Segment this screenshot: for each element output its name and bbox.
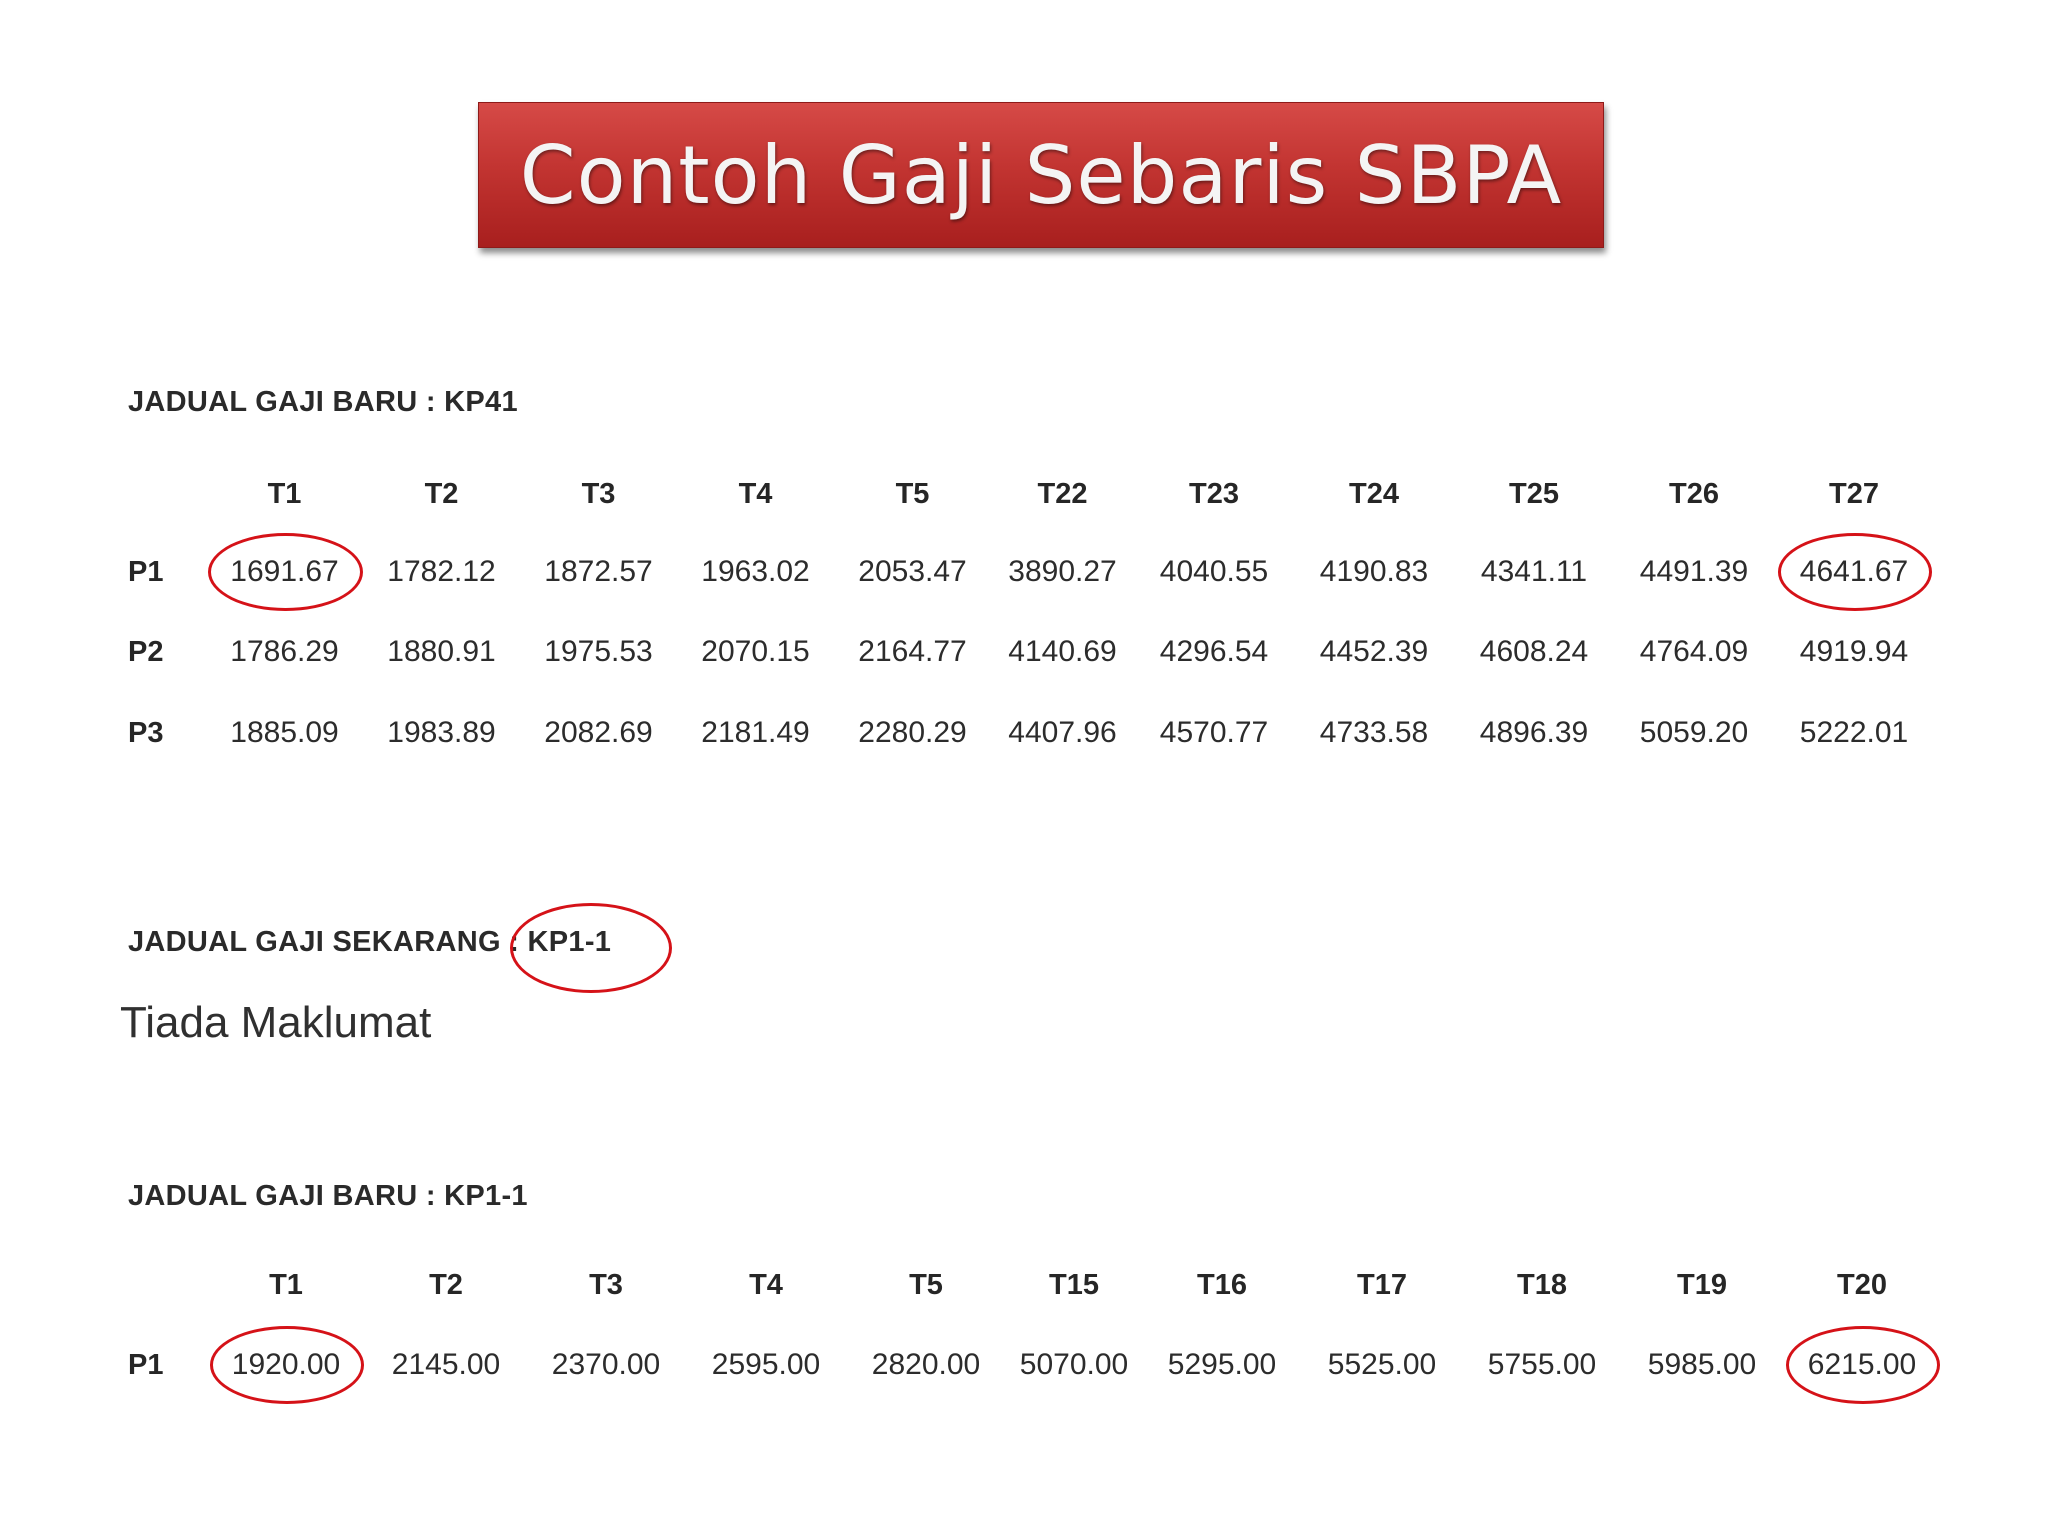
- salary-cell: 4452.39: [1319, 635, 1429, 668]
- no-info-message: Tiada Maklumat: [120, 998, 432, 1047]
- circled-value: 1691.67: [230, 555, 339, 588]
- salary-cell: 2181.49: [701, 716, 810, 749]
- column-header: T26: [1669, 477, 1719, 510]
- column-header: T17: [1357, 1268, 1407, 1301]
- salary-cell: 4190.83: [1319, 555, 1429, 588]
- circled-value: 4641.67: [1799, 555, 1909, 588]
- salary-cell: 1786.29: [230, 635, 339, 668]
- table-row: [128, 532, 1934, 612]
- salary-cell: 2164.77: [858, 635, 967, 668]
- salary-cell: 4491.39: [1639, 555, 1749, 588]
- column-header: T3: [581, 477, 616, 510]
- salary-cell: 4296.54: [1159, 635, 1269, 668]
- heading-kp41: JADUAL GAJI BARU : KP41: [128, 386, 518, 418]
- salary-cell: 1880.91: [387, 635, 496, 668]
- corner-cell: [128, 1246, 206, 1324]
- salary-cell: 5295.00: [1167, 1348, 1277, 1381]
- salary-cell: 2053.47: [858, 555, 967, 588]
- salary-cell: 4407.96: [1008, 716, 1117, 749]
- row-label: P1: [128, 555, 164, 588]
- salary-cell: 2595.00: [711, 1348, 821, 1381]
- salary-cell: 4140.69: [1008, 635, 1117, 668]
- column-header: T15: [1049, 1268, 1099, 1301]
- salary-cell: 2370.00: [551, 1348, 661, 1381]
- column-header: T25: [1509, 477, 1559, 510]
- column-header: T2: [429, 1268, 463, 1301]
- column-header: T22: [1037, 477, 1088, 510]
- table-row: [128, 692, 1934, 774]
- salary-cell: 4608.24: [1479, 635, 1589, 668]
- column-header: T1: [269, 1268, 303, 1301]
- table-row: [128, 1324, 1942, 1406]
- corner-cell: [128, 456, 206, 532]
- salary-cell: 1963.02: [701, 555, 810, 588]
- column-header: T1: [267, 477, 302, 510]
- table-header-row: [128, 456, 1934, 532]
- column-header: T4: [738, 477, 773, 510]
- column-header: T4: [749, 1268, 783, 1301]
- page-title: Contoh Gaji Sebaris SBPA: [519, 128, 1563, 222]
- salary-cell: 4570.77: [1159, 716, 1269, 749]
- column-header: T23: [1189, 477, 1239, 510]
- circled-value: 1920.00: [231, 1348, 341, 1381]
- row-label: P3: [128, 716, 164, 749]
- salary-cell: 1872.57: [544, 555, 653, 588]
- salary-cell: 1975.53: [544, 635, 653, 668]
- salary-cell-highlighted: [1774, 532, 1934, 612]
- salary-cell: 4341.11: [1480, 555, 1588, 588]
- heading-current-schedule: JADUAL GAJI SEKARANG : KP1-1: [128, 926, 612, 958]
- salary-table-kp1-1: [128, 1246, 1942, 1406]
- salary-cell: 4764.09: [1639, 635, 1749, 668]
- column-header: T18: [1517, 1268, 1567, 1301]
- salary-cell: 2145.00: [391, 1348, 501, 1381]
- table-row: [128, 612, 1934, 692]
- salary-cell: 1782.12: [387, 555, 496, 588]
- salary-cell: 5222.01: [1799, 716, 1909, 749]
- column-header: T24: [1349, 477, 1399, 510]
- column-header: T5: [909, 1268, 943, 1301]
- salary-cell: 3890.27: [1008, 555, 1117, 588]
- salary-cell: 4733.58: [1319, 716, 1429, 749]
- salary-cell: 5755.00: [1487, 1348, 1597, 1381]
- salary-cell: 4919.94: [1799, 635, 1909, 668]
- salary-table-kp41: [128, 456, 1934, 774]
- salary-cell: 1983.89: [387, 716, 496, 749]
- salary-cell-highlighted: [1782, 1324, 1942, 1406]
- circled-value: 6215.00: [1807, 1348, 1917, 1381]
- salary-cell: 5059.20: [1639, 716, 1749, 749]
- salary-cell: 2070.15: [701, 635, 810, 668]
- salary-cell: 5070.00: [1019, 1348, 1129, 1381]
- salary-cell: 5985.00: [1647, 1348, 1757, 1381]
- salary-cell: 2082.69: [544, 716, 653, 749]
- salary-cell: 5525.00: [1327, 1348, 1437, 1381]
- heading-kp1-1: JADUAL GAJI BARU : KP1-1: [128, 1180, 528, 1212]
- salary-cell: 1885.09: [230, 716, 339, 749]
- title-banner: [478, 102, 1604, 248]
- salary-cell-highlighted: [206, 1324, 366, 1406]
- salary-cell-highlighted: [206, 532, 363, 612]
- column-header: T20: [1837, 1268, 1887, 1301]
- row-label: P1: [128, 1348, 164, 1381]
- salary-cell: 2820.00: [871, 1348, 981, 1381]
- column-header: T19: [1677, 1268, 1727, 1301]
- salary-cell: 4040.55: [1159, 555, 1269, 588]
- column-header: T5: [895, 477, 930, 510]
- salary-cell: 4896.39: [1479, 716, 1589, 749]
- column-header: T27: [1829, 477, 1879, 510]
- salary-cell: 2280.29: [858, 716, 967, 749]
- table-header-row: [128, 1246, 1942, 1324]
- column-header: T3: [589, 1268, 623, 1301]
- column-header: T16: [1197, 1268, 1247, 1301]
- column-header: T2: [424, 477, 459, 510]
- highlight-circle: [510, 903, 672, 993]
- row-label: P2: [128, 635, 164, 668]
